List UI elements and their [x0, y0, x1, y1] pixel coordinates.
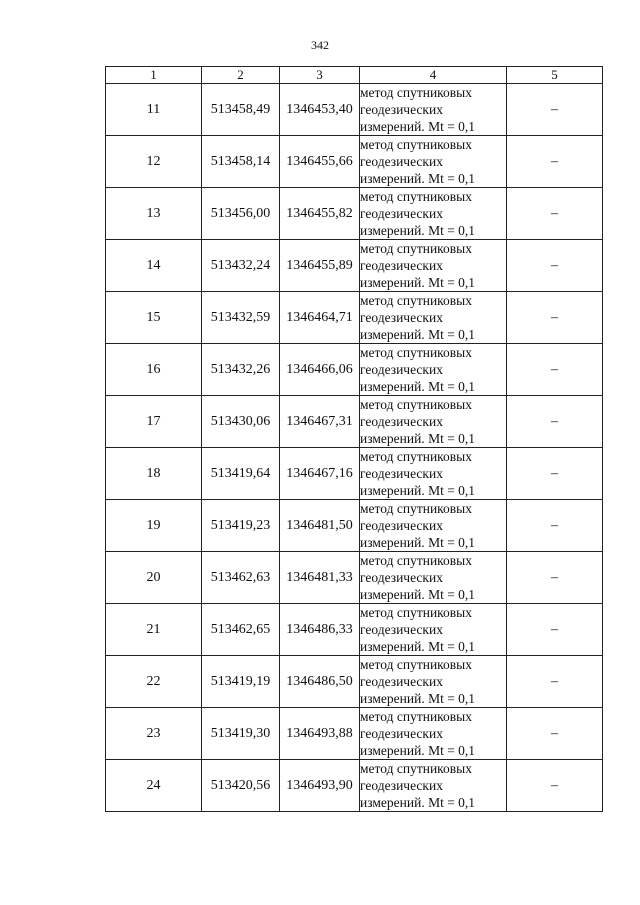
column-5-cell: – — [507, 240, 603, 292]
method-cell — [360, 344, 507, 396]
method-line: геодезических — [360, 414, 443, 429]
column-5-cell: – — [507, 604, 603, 656]
column-5-cell: – — [507, 656, 603, 708]
method-line: метод спутниковых — [360, 189, 472, 204]
point-number-cell: 14 — [106, 240, 202, 292]
y-coordinate-cell: 1346467,16 — [280, 448, 360, 500]
method-line: измерений. Mt = 0,1 — [360, 795, 476, 810]
x-coordinate-cell: 513462,63 — [202, 552, 280, 604]
table-row — [106, 136, 603, 188]
coordinates-table — [105, 66, 603, 812]
y-coordinate-cell: 1346486,50 — [280, 656, 360, 708]
method-line: измерений. Mt = 0,1 — [360, 535, 476, 550]
method-cell — [360, 396, 507, 448]
method-line: измерений. Mt = 0,1 — [360, 587, 476, 602]
x-coordinate-cell: 513419,19 — [202, 656, 280, 708]
method-line: геодезических — [360, 102, 443, 117]
method-line: метод спутниковых — [360, 397, 472, 412]
method-line: измерений. Mt = 0,1 — [360, 171, 476, 186]
method-line: метод спутниковых — [360, 137, 472, 152]
method-line: геодезических — [360, 258, 443, 273]
method-cell — [360, 136, 507, 188]
method-line: геодезических — [360, 466, 443, 481]
point-number-cell: 20 — [106, 552, 202, 604]
column-5-cell: – — [507, 188, 603, 240]
method-line: геодезических — [360, 362, 443, 377]
method-cell — [360, 656, 507, 708]
y-coordinate-cell: 1346455,82 — [280, 188, 360, 240]
method-line: метод спутниковых — [360, 449, 472, 464]
method-line: метод спутниковых — [360, 553, 472, 568]
column-5-cell: – — [507, 448, 603, 500]
point-number-cell: 11 — [106, 84, 202, 136]
y-coordinate-cell: 1346481,50 — [280, 500, 360, 552]
point-number-cell: 15 — [106, 292, 202, 344]
method-line: геодезических — [360, 310, 443, 325]
method-line: измерений. Mt = 0,1 — [360, 275, 476, 290]
y-coordinate-cell: 1346493,90 — [280, 760, 360, 812]
x-coordinate-cell: 513458,14 — [202, 136, 280, 188]
method-cell — [360, 552, 507, 604]
point-number-cell: 18 — [106, 448, 202, 500]
method-cell — [360, 604, 507, 656]
table-row — [106, 656, 603, 708]
point-number-cell: 23 — [106, 708, 202, 760]
header-col-1: 1 — [106, 67, 202, 84]
point-number-cell: 17 — [106, 396, 202, 448]
x-coordinate-cell: 513432,24 — [202, 240, 280, 292]
method-line: метод спутниковых — [360, 345, 472, 360]
method-line: геодезических — [360, 674, 443, 689]
y-coordinate-cell: 1346467,31 — [280, 396, 360, 448]
method-cell — [360, 760, 507, 812]
y-coordinate-cell: 1346466,06 — [280, 344, 360, 396]
header-row — [106, 67, 603, 84]
column-5-cell: – — [507, 760, 603, 812]
method-line: измерений. Mt = 0,1 — [360, 691, 476, 706]
table-row — [106, 552, 603, 604]
point-number-cell: 22 — [106, 656, 202, 708]
column-5-cell: – — [507, 344, 603, 396]
method-line: геодезических — [360, 622, 443, 637]
point-number-cell: 12 — [106, 136, 202, 188]
table-row — [106, 84, 603, 136]
table-body — [106, 84, 603, 812]
method-line: измерений. Mt = 0,1 — [360, 483, 476, 498]
method-line: метод спутниковых — [360, 293, 472, 308]
method-cell — [360, 448, 507, 500]
x-coordinate-cell: 513458,49 — [202, 84, 280, 136]
method-line: геодезических — [360, 570, 443, 585]
table-row — [106, 604, 603, 656]
column-5-cell: – — [507, 552, 603, 604]
x-coordinate-cell: 513419,64 — [202, 448, 280, 500]
table-row — [106, 396, 603, 448]
method-line: метод спутниковых — [360, 501, 472, 516]
column-5-cell: – — [507, 500, 603, 552]
column-5-cell: – — [507, 396, 603, 448]
point-number-cell: 21 — [106, 604, 202, 656]
y-coordinate-cell: 1346455,66 — [280, 136, 360, 188]
method-cell — [360, 292, 507, 344]
header-col-3: 3 — [280, 67, 360, 84]
point-number-cell: 16 — [106, 344, 202, 396]
method-line: измерений. Mt = 0,1 — [360, 119, 476, 134]
method-cell — [360, 188, 507, 240]
method-cell — [360, 240, 507, 292]
method-line: метод спутниковых — [360, 605, 472, 620]
method-line: измерений. Mt = 0,1 — [360, 743, 476, 758]
method-line: геодезических — [360, 518, 443, 533]
column-5-cell: – — [507, 292, 603, 344]
x-coordinate-cell: 513462,65 — [202, 604, 280, 656]
table-row — [106, 188, 603, 240]
method-line: измерений. Mt = 0,1 — [360, 327, 476, 342]
x-coordinate-cell: 513432,26 — [202, 344, 280, 396]
table-row — [106, 292, 603, 344]
point-number-cell: 19 — [106, 500, 202, 552]
y-coordinate-cell: 1346481,33 — [280, 552, 360, 604]
method-line: метод спутниковых — [360, 85, 472, 100]
column-5-cell: – — [507, 708, 603, 760]
x-coordinate-cell: 513420,56 — [202, 760, 280, 812]
table-header — [106, 67, 603, 84]
x-coordinate-cell: 513419,23 — [202, 500, 280, 552]
x-coordinate-cell: 513432,59 — [202, 292, 280, 344]
column-5-cell: – — [507, 84, 603, 136]
method-line: измерений. Mt = 0,1 — [360, 223, 476, 238]
table-row — [106, 344, 603, 396]
table-row — [106, 500, 603, 552]
method-line: метод спутниковых — [360, 241, 472, 256]
column-5-cell: – — [507, 136, 603, 188]
y-coordinate-cell: 1346486,33 — [280, 604, 360, 656]
table-row — [106, 240, 603, 292]
method-cell — [360, 708, 507, 760]
y-coordinate-cell: 1346493,88 — [280, 708, 360, 760]
table-row — [106, 760, 603, 812]
method-line: геодезических — [360, 154, 443, 169]
method-line: измерений. Mt = 0,1 — [360, 379, 476, 394]
table-row — [106, 448, 603, 500]
method-line: метод спутниковых — [360, 657, 472, 672]
x-coordinate-cell: 513419,30 — [202, 708, 280, 760]
x-coordinate-cell: 513456,00 — [202, 188, 280, 240]
table-row — [106, 708, 603, 760]
y-coordinate-cell: 1346464,71 — [280, 292, 360, 344]
y-coordinate-cell: 1346455,89 — [280, 240, 360, 292]
method-line: измерений. Mt = 0,1 — [360, 431, 476, 446]
header-col-2: 2 — [202, 67, 280, 84]
point-number-cell: 13 — [106, 188, 202, 240]
method-line: геодезических — [360, 726, 443, 741]
method-cell — [360, 84, 507, 136]
point-number-cell: 24 — [106, 760, 202, 812]
header-col-5: 5 — [507, 67, 603, 84]
method-line: геодезических — [360, 206, 443, 221]
header-col-4: 4 — [360, 67, 507, 84]
method-line: метод спутниковых — [360, 761, 472, 776]
method-line: метод спутниковых — [360, 709, 472, 724]
x-coordinate-cell: 513430,06 — [202, 396, 280, 448]
y-coordinate-cell: 1346453,40 — [280, 84, 360, 136]
method-line: измерений. Mt = 0,1 — [360, 639, 476, 654]
method-cell — [360, 500, 507, 552]
page-number: 342 — [311, 38, 329, 52]
method-line: геодезических — [360, 778, 443, 793]
